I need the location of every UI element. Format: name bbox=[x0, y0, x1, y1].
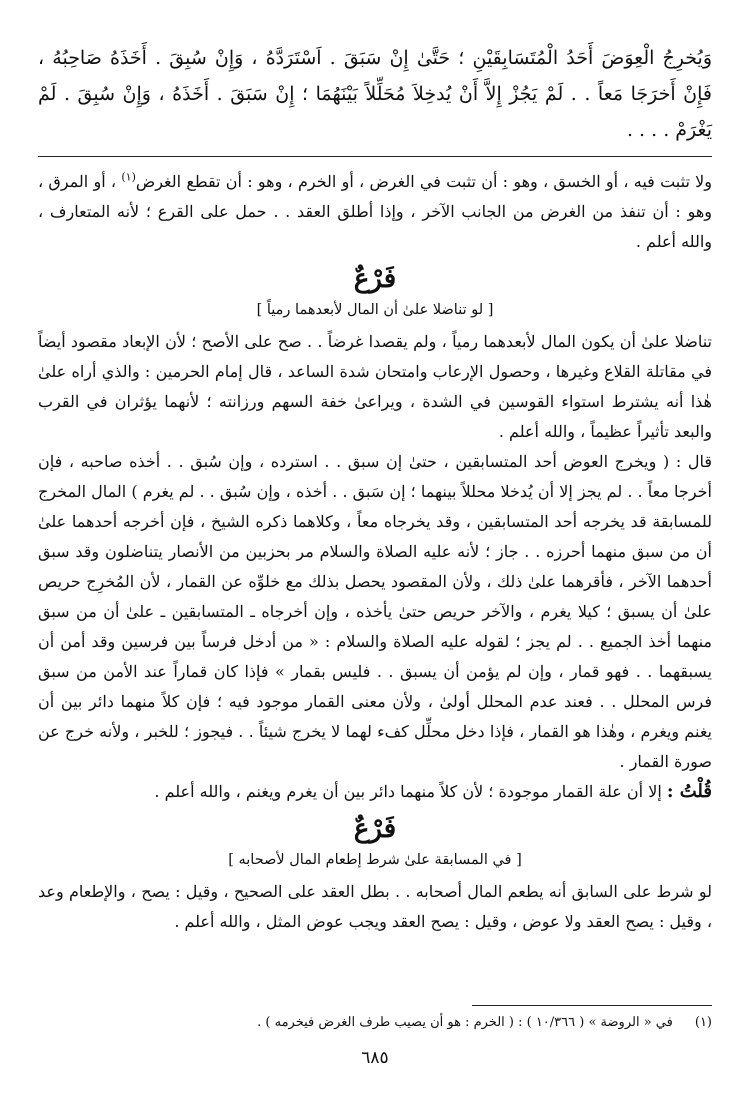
section-subtitle-2: [ في المسابقة علىٰ شرط إطعام المال لأصحابه ] bbox=[228, 852, 522, 868]
far-title-1: فَرْعٌ bbox=[353, 264, 397, 294]
footnote-text: في « الروضة » ( ١٠/٣٦٦ ) : ( الخرم : هو أن يصيب طرف الغرض فيخرمه ) . bbox=[257, 1015, 673, 1030]
far-heading-1 bbox=[38, 263, 712, 297]
page-body bbox=[38, 40, 712, 937]
qult-text: إلا أن علة القمار موجودة ؛ لأن كلاً منهما دائر بين أن يغرم ويغنم ، والله أعلم . bbox=[154, 782, 667, 801]
paragraph-1-part-2: ، أو المرق ، وهو : أن تنفذ من الغرض من الجانب الآخر ، وإذا أطلق العقد . . حمل على القرع ؛ لأنه المتعارف ، والله أعلم . bbox=[38, 172, 712, 251]
footnote-number: (١) bbox=[694, 1015, 712, 1030]
page-number: ٦٨٥ bbox=[361, 1048, 389, 1068]
footnote bbox=[38, 1012, 712, 1034]
qult-paragraph bbox=[38, 777, 712, 807]
paragraph-2: تناضلا علىٰ أن يكون المال لأبعدهما رمياً ، ولم يقصدا غرضاً . . صح على الأصح ؛ لأن الإبعاد مقصود أيضاً في مقاتلة القلاع وغيرها ، وحصول الإرعاب وامتحان شدة الساعد ، قال إمام الحرمين : والذي أراه علىٰ هٰذا أنه يشترط استواء القوسين في الشدة ، ويراعىٰ خفة السهم ورزانته ؛ لأنهما يؤثران في القرب والبعد تأثيراً عظيماً ، والله أعلم . bbox=[38, 332, 712, 441]
matn-text: وَيُخرِجُ الْعِوَضَ أَحَدُ الْمُتَسَابِقَيْنِ ؛ حَتَّىٰ إِنْ سَبَقَ . اَسْتَرَدَّهُ ، وَإِنْ سُبِقَ . أَخَذَهُ صَاحِبُهُ ، فَإِنْ أَخرَجَا مَعاً . . لَمْ يَجُزْ إِلاَّ أَنْ يُدخِلاَ مُحَلِّلاً بَيْنَهُمَا ؛ إِنْ سَبَقَ . أَخَذَهُ ، وَإِنْ سُبِقَ . لَمْ يَغْرَمْ . . . . bbox=[38, 40, 712, 157]
paragraph-4: لو شرط على السابق أنه يطعم المال أصحابه . . بطل العقد على الصحيح ، وقيل : يصح ، والإطعام وعد ، وقيل : يصح العقد ولا عوض ، وقيل : يصح العقد ويجب عوض المثل ، والله أعلم . bbox=[38, 882, 712, 931]
footnote-marker: (١) bbox=[121, 170, 136, 184]
paragraph-1-part-1: ولا تثبت فيه ، أو الخسق ، وهو : أن تثبت في الغرض ، أو الخرم ، وهو : أن تقطع الغرض bbox=[135, 172, 713, 191]
qult-label: قُلْتُ : bbox=[666, 781, 712, 802]
footnote-divider bbox=[472, 1005, 712, 1006]
paragraph-3: قال : ( ويخرج العوض أحد المتسابقين ، حتىٰ إن سبق . . استرده ، وإن سُبق . . أخذه صاحبه ، فإن أخرجا معاً . . لم يجز إلا أن يُدخلا محللاً بينهما ؛ إن سَبق . . أخذه ، وإن سُبق . . لم يغرم ) المال المخرج للمسابقة قد يخرجه أحد المتسابقين ، وقد يخرجاه معاً ، وكلاهما ذكره الشيخ ، فإن أخرجه أحدهما علىٰ أن من سبق منهما أحرزه . . جاز ؛ لأنه عليه الصلاة والسلام مر بحزبين من الأنصار يتناضلون وقد سبق أحدهما الآخر ، فأقرهما علىٰ ذلك ، ولأن المقصود يحصل بذلك مع خلوِّه عن القمار ، لأن المُخرِج حريص علىٰ أن يسبق ؛ كيلا يغرم ، والآخر حريص حتىٰ يأخذه ، وإن أخرجاه ـ المتسابقين ـ علىٰ أن من سبق منهما أخذ الجميع . . لم يجز ؛ لقوله عليه الصلاة والسلام : « من أدخل فرساً بين فرسين وقد أمن أن يسبقهما . . فهو قمار ، وإن لم يؤمن أن يسبق . . فليس بقمار » فإذا كان قماراً عند الأمن من سبق فرس المحلل . . فعند عدم المحلل أولىٰ ، ولأن معنى القمار موجود فيه ؛ فإن كلاً منهما دائر بين أن يغنم ويغرم ، وهٰذا هو القمار ، فإذا دخل محلِّل كفء لهما لا يخرج شيئاً . . فيجوز ؛ للخبر ، ولأنه خرج عن صورة القمار . bbox=[38, 452, 713, 771]
commentary bbox=[38, 167, 712, 937]
far-heading-2 bbox=[38, 813, 712, 847]
paragraph-1 bbox=[38, 167, 712, 257]
far-title-2: فَرْعٌ bbox=[353, 814, 397, 844]
section-subtitle-1: [ لو تناضلا علىٰ أن المال لأبعدهما رمياً ] bbox=[256, 302, 494, 318]
